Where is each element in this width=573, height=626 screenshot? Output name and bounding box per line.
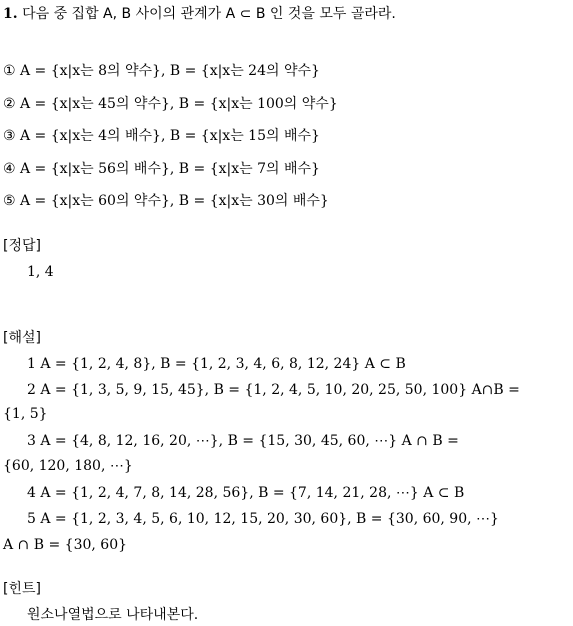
explanation-line-3-cont: {60, 120, 180, ⋯} bbox=[3, 458, 133, 474]
explanation-line-5: 5 A = {1, 2, 3, 4, 5, 6, 10, 12, 15, 20, 30, 60}, B = {30, 60, 90, ⋯} bbox=[27, 511, 499, 527]
option-3: ③ A = {x|x는 4의 배수}, B = {x|x는 15의 배수} bbox=[3, 128, 320, 144]
explanation-line-5-cont: A ∩ B = {30, 60} bbox=[3, 537, 128, 553]
hint-text: 원소나열법으로 나타내본다. bbox=[27, 607, 199, 623]
option-5: ⑤ A = {x|x는 60의 약수}, B = {x|x는 30의 배수} bbox=[3, 193, 329, 209]
hint-heading: [힌트] bbox=[3, 581, 41, 597]
explanation-heading: [해설] bbox=[3, 330, 41, 346]
question-line bbox=[3, 4, 396, 24]
explanation-line-2: 2 A = {1, 3, 5, 9, 15, 45}, B = {1, 2, 4, 5, 10, 20, 25, 50, 100} A∩B = bbox=[27, 382, 520, 398]
question-text: 다음 중 집합 A, B 사이의 관계가 A ⊂ B 인 것을 모두 골라라. bbox=[22, 6, 396, 22]
answer-heading: [정답] bbox=[3, 238, 41, 254]
option-1: ① A = {x|x는 8의 약수}, B = {x|x는 24의 약수} bbox=[3, 63, 320, 79]
answer-value: 1, 4 bbox=[27, 264, 54, 280]
option-4: ④ A = {x|x는 56의 배수}, B = {x|x는 7의 배수} bbox=[3, 161, 320, 177]
question-number: 1. bbox=[3, 6, 18, 22]
explanation-line-3: 3 A = {4, 8, 12, 16, 20, ⋯}, B = {15, 30, 45, 60, ⋯} A ∩ B = bbox=[27, 433, 459, 449]
explanation-line-2-cont: {1, 5} bbox=[3, 406, 48, 422]
option-2: ② A = {x|x는 45의 약수}, B = {x|x는 100의 약수} bbox=[3, 96, 338, 112]
explanation-line-4: 4 A = {1, 2, 4, 7, 8, 14, 28, 56}, B = {7, 14, 21, 28, ⋯} A ⊂ B bbox=[27, 485, 465, 501]
explanation-line-1: 1 A = {1, 2, 4, 8}, B = {1, 2, 3, 4, 6, 8, 12, 24} A ⊂ B bbox=[27, 356, 406, 372]
